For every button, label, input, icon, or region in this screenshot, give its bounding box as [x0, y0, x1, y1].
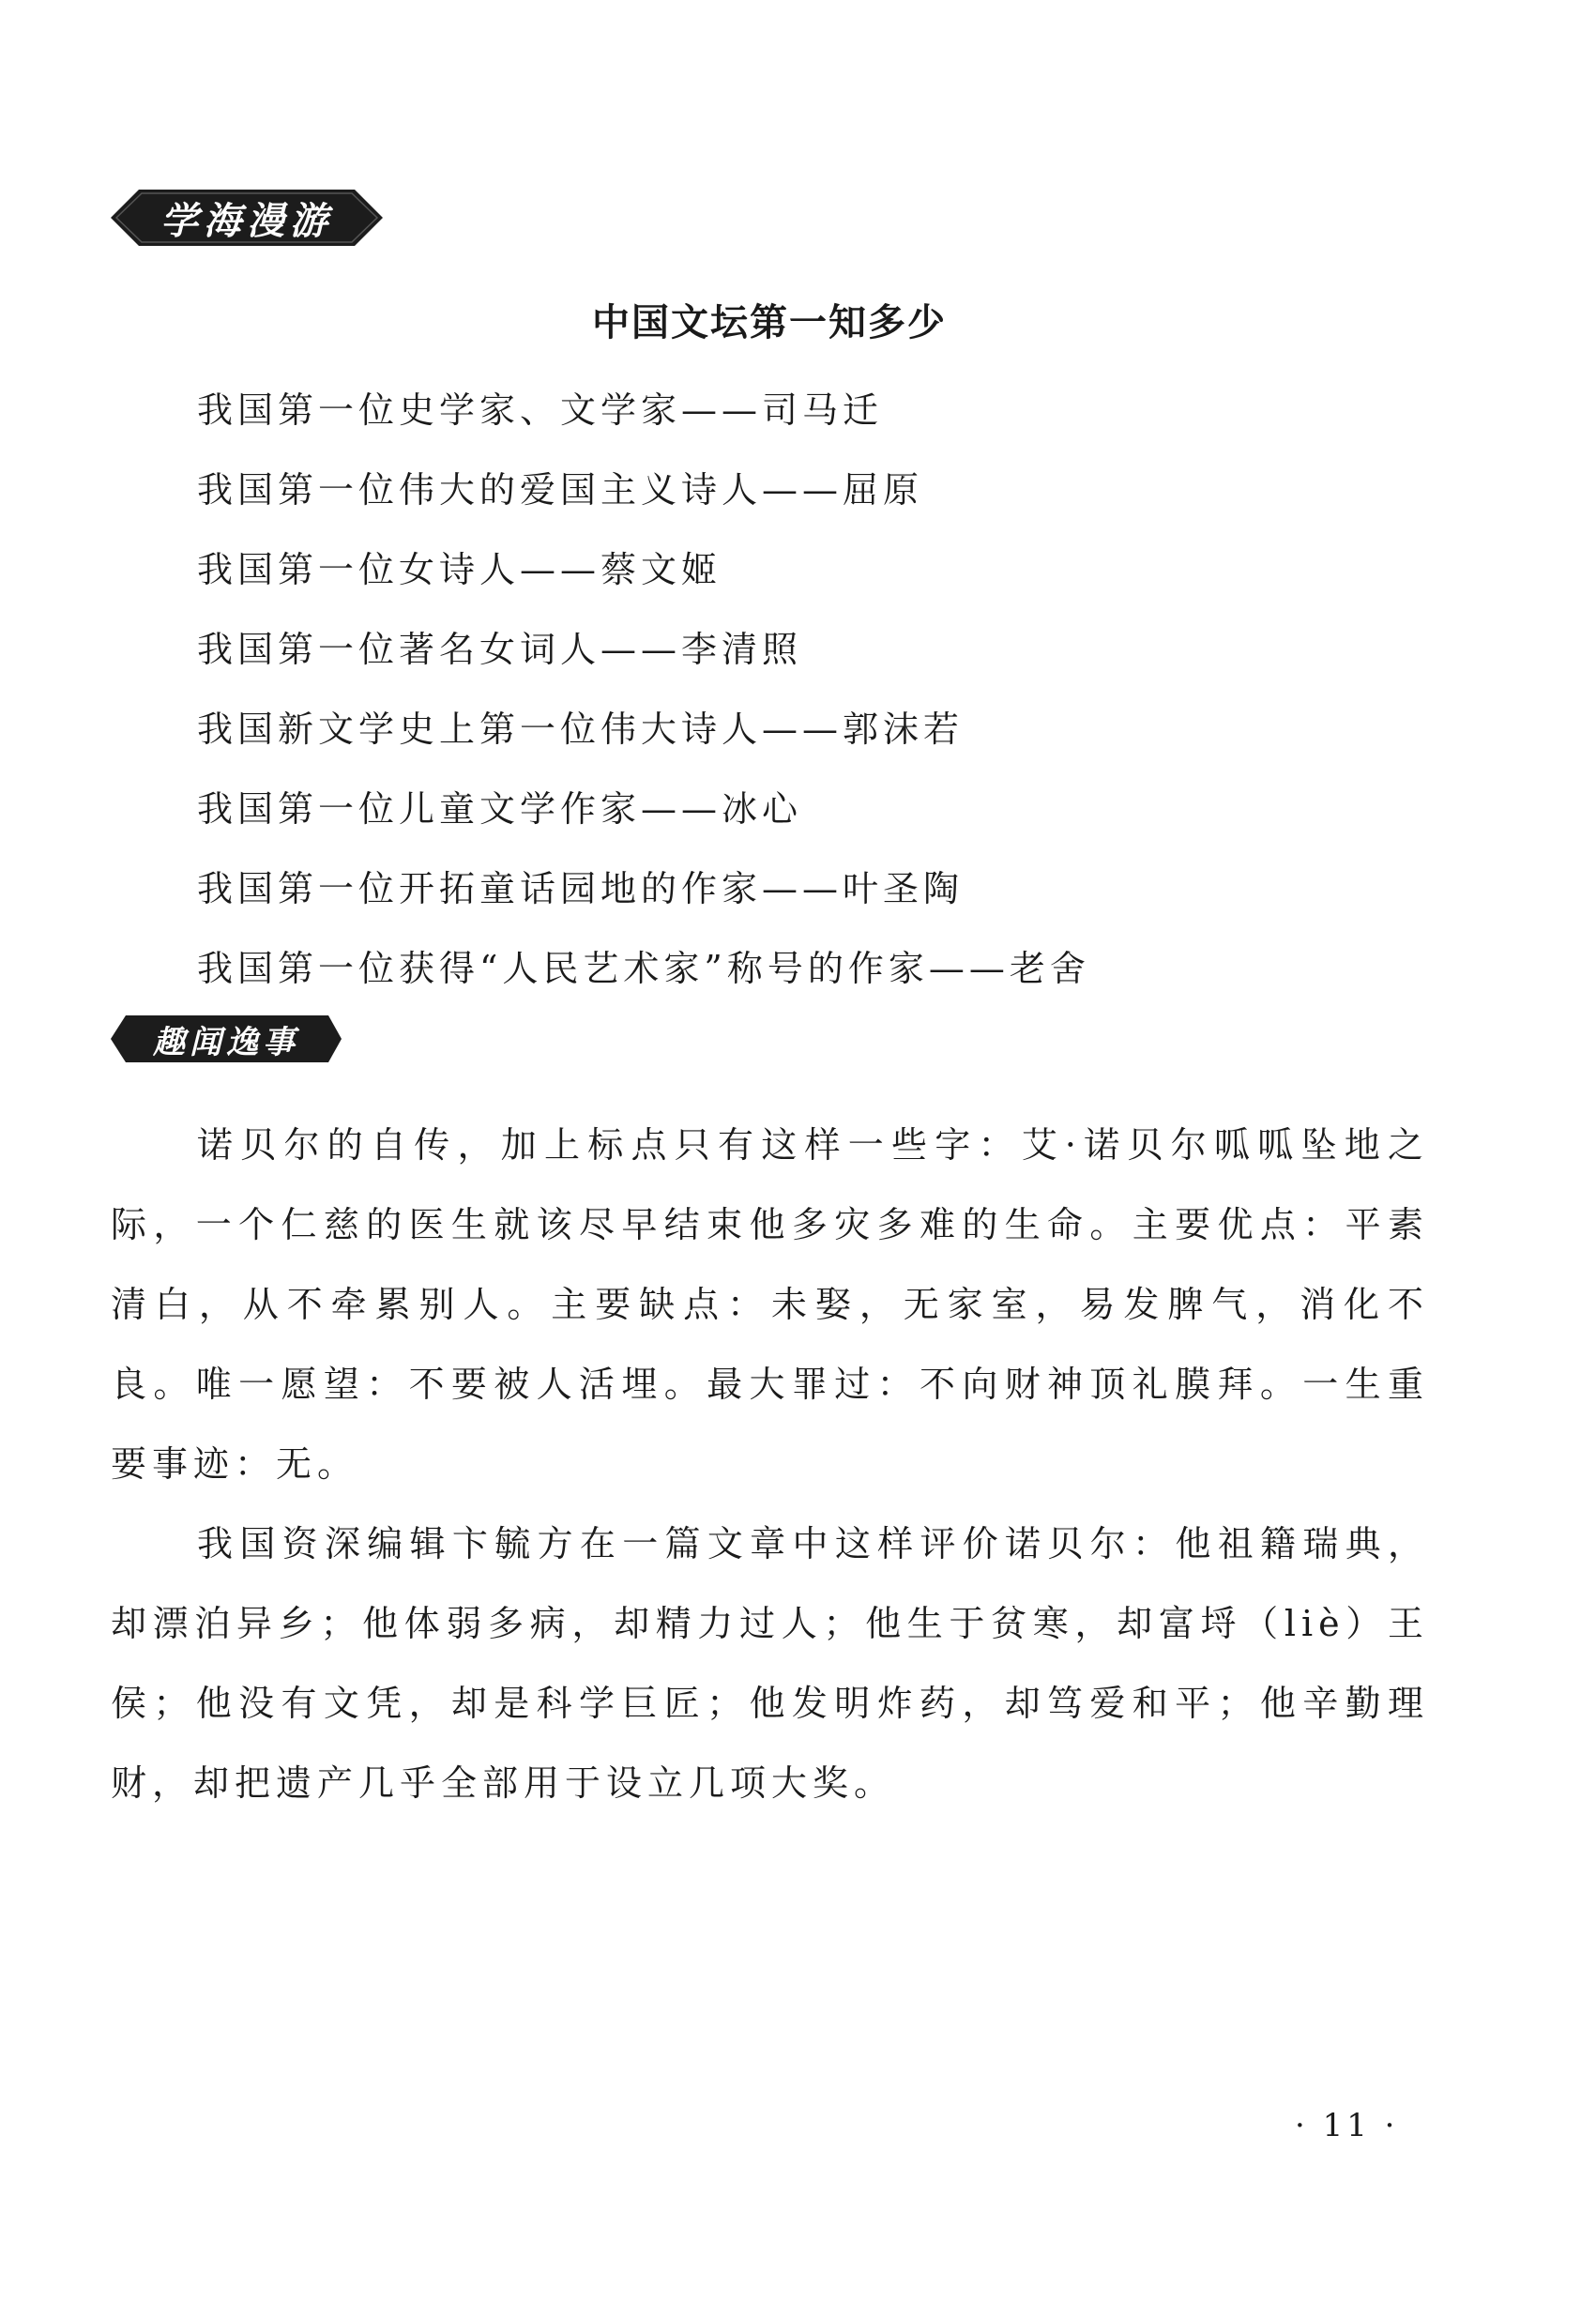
fact-list [197, 371, 1090, 1009]
paragraph: 诺贝尔的自传，加上标点只有这样一些字：艾·诺贝尔呱呱坠地之际，一个仁慈的医生就该尽早结束他多灾多难的生命。主要优点：平素清白，从不牵累别人。主要缺点：未娶，无家室，易发脾气，消化不良。唯一愿望：不要被人活埋。最大罪过：不向财神顶礼膜拜。一生重要事迹：无。 [111, 1124, 1429, 1485]
list-item: 我国第一位著名女词人——李清照 [197, 629, 803, 670]
list-item: 我国第一位儿童文学作家——冰心 [197, 788, 803, 830]
list-item: 我国第一位史学家、文学家——司马迁 [197, 389, 884, 431]
article-title: 中国文坛第一知多少 [592, 301, 947, 344]
section-banner-study [111, 184, 383, 252]
banner-label: 学海漫游 [160, 199, 333, 243]
list-item: 我国第一位开拓童话园地的作家——叶圣陶 [197, 868, 965, 909]
list-item: 我国第一位女诗人——蔡文姬 [197, 549, 722, 590]
page-number: · 11 · [1295, 2107, 1399, 2144]
section-banner-anecdote [111, 1012, 342, 1066]
list-item: 我国新文学史上第一位伟大诗人——郭沫若 [197, 709, 965, 750]
banner-label: 趣闻逸事 [153, 1023, 299, 1061]
anecdote-body [111, 1106, 1429, 1823]
paragraph: 我国资深编辑卞毓方在一篇文章中这样评价诺贝尔：他祖籍瑞典，却漂泊异乡；他体弱多病，却精力过人；他生于贫寒，却富埒（liè）王侯；他没有文凭，却是科学巨匠；他发明炸药，却笃爱和平；他辛勤理财，却把遗产几乎全部用于设立几项大奖。 [111, 1523, 1429, 1804]
list-item: 我国第一位伟大的爱国主义诗人——屈原 [197, 469, 924, 511]
list-item: 我国第一位获得“人民艺术家”称号的作家——老舍 [197, 948, 1090, 989]
